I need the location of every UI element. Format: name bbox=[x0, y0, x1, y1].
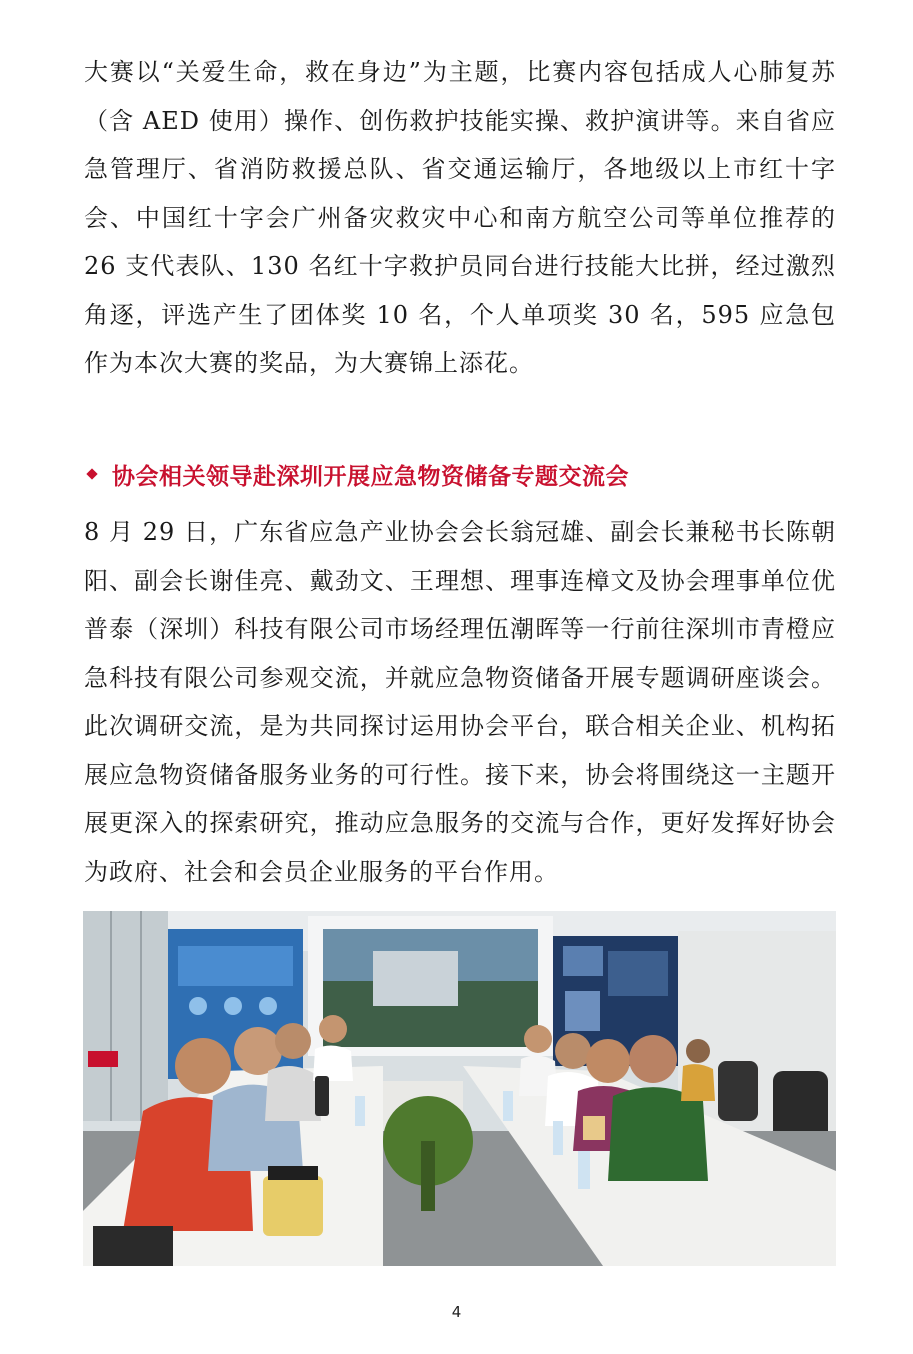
exchange-paragraph: 8 月 29 日，广东省应急产业协会会长翁冠雄、副会长兼秘书长陈朝阳、副会长谢佳亮、戴劲文、王理想、理事连樟文及协会理事单位优普泰（深圳）科技有限公司市场经理伍潮晖等一行前往深圳市青橙应急科技有限公司参观交流，并就应急物资储备开展专题调研座谈会。此次调研交流，是为共同探讨运用协会平台，联合相关企业、机构拓展应急物资储备服务业务的可行性。接下来，协会将围绕这一主题开展更深入的探索研究，推动应急服务的交流与合作，更好发挥好协会为政府、社会和会员企业服务的平台作用。 bbox=[84, 518, 836, 886]
meeting-room-photo bbox=[83, 911, 836, 1266]
diamond-bullet-icon bbox=[86, 468, 97, 479]
page-number: 4 bbox=[451, 1303, 462, 1321]
intro-paragraph: 大赛以“关爱生命，救在身边”为主题，比赛内容包括成人心肺复苏（含 AED 使用）操作、创伤救护技能实操、救护演讲等。来自省应急管理厅、省消防救援总队、省交通运输厅，各地级以上市红十字会、中国红十字会广州备灾救灾中心和南方航空公司等单位推荐的 26 支代表队、130 名红十字救护员同台进行技能大比拼，经过激烈角逐，评选产生了团体奖 10 名，个人单项奖 30 名，595 应急包作为本次大赛的奖品，为大赛锦上添花。 bbox=[84, 58, 836, 377]
section-heading-text: 协会相关领导赴深圳开展应急物资储备专题交流会 bbox=[112, 463, 629, 490]
section-heading bbox=[84, 454, 836, 494]
